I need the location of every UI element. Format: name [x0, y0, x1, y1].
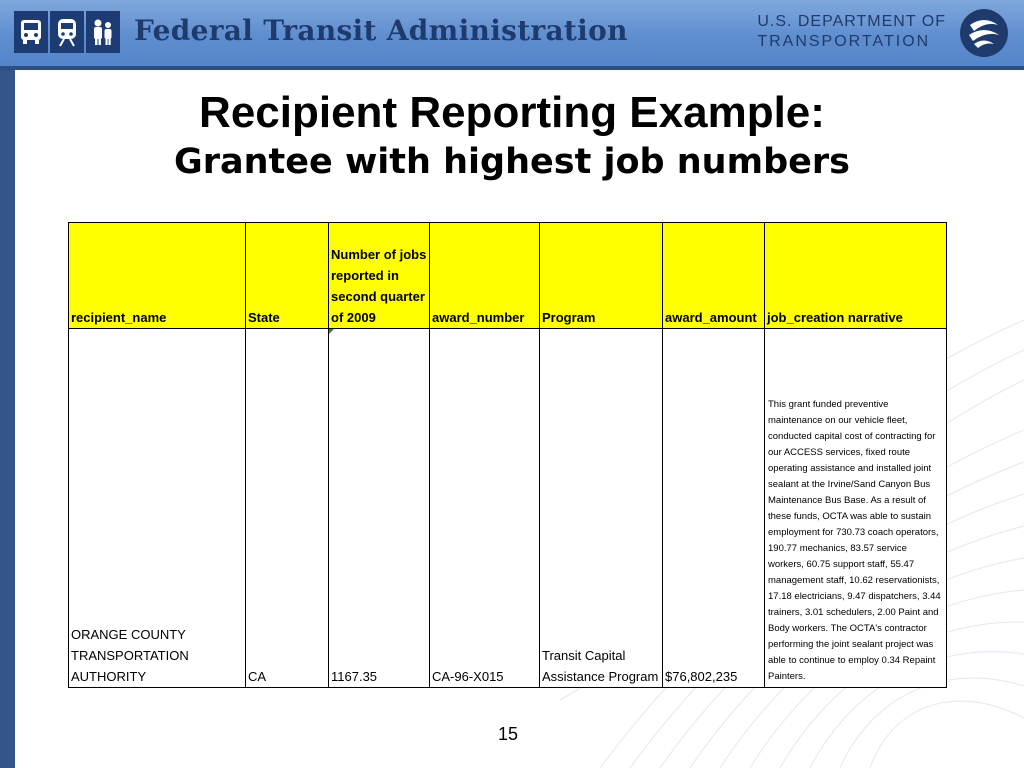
agency-name: Federal Transit Administration [134, 14, 628, 47]
column-header: Program [540, 223, 663, 329]
header-band [0, 0, 1024, 66]
department-line-1: U.S. DEPARTMENT OF [757, 13, 946, 30]
recipient-report-table [68, 222, 947, 688]
department-line-2: TRANSPORTATION [757, 33, 931, 50]
program-cell: Transit Capital Assistance Program [540, 329, 663, 688]
header-rule [0, 66, 1024, 70]
narrative-cell: This grant funded preventive maintenance on our vehicle fleet, conducted capital cost of contracting for our ACCESS services, fixed route operating assistance and installed joint sealant at the Irvine/Sand Canyon Bus Maintenance Bus Base. As a result of these funds, OCTA was able to sustain employment for 730.73 coach operators, 190.77 mechanics, 83.57 service workers, 60.75 support staff, 55.47 management staff, 10.62 reservationists, 17.18 electricians, 9.47 dispatchers, 3.44 trainers, 3.01 schedulers, 2.00 Paint and Body workers. The OCTA's contractor performing the joint sealant project was able to continue to employ 0.34 Repaint Painters. [765, 329, 947, 688]
table-row [69, 329, 947, 688]
award-number-cell: CA-96-X015 [430, 329, 540, 688]
mode-icons [14, 11, 120, 53]
dot-logo-icon [960, 9, 1008, 57]
award-amount-cell: $76,802,235 [663, 329, 765, 688]
column-header: award_amount [663, 223, 765, 329]
people-icon [86, 11, 120, 53]
column-header: Number of jobs reported in second quarter of 2009 [329, 223, 430, 329]
state-cell: CA [246, 329, 329, 688]
bus-icon [14, 11, 48, 53]
cell-comment-marker [329, 329, 334, 334]
column-header: award_number [430, 223, 540, 329]
department-name [757, 12, 946, 52]
column-header: State [246, 223, 329, 329]
jobs-cell [329, 329, 430, 688]
column-header: recipient_name [69, 223, 246, 329]
column-header: job_creation narrative [765, 223, 947, 329]
recipient-name-cell: ORANGE COUNTY TRANSPORTATION AUTHORITY [69, 329, 246, 688]
jobs-value: 1167.35 [331, 669, 378, 684]
slide-title: Recipient Reporting Example: [199, 88, 825, 137]
page-number: 15 [497, 724, 519, 744]
table-header-row [69, 223, 947, 329]
slide-subtitle: Grantee with highest job numbers [174, 142, 850, 182]
train-icon [50, 11, 84, 53]
